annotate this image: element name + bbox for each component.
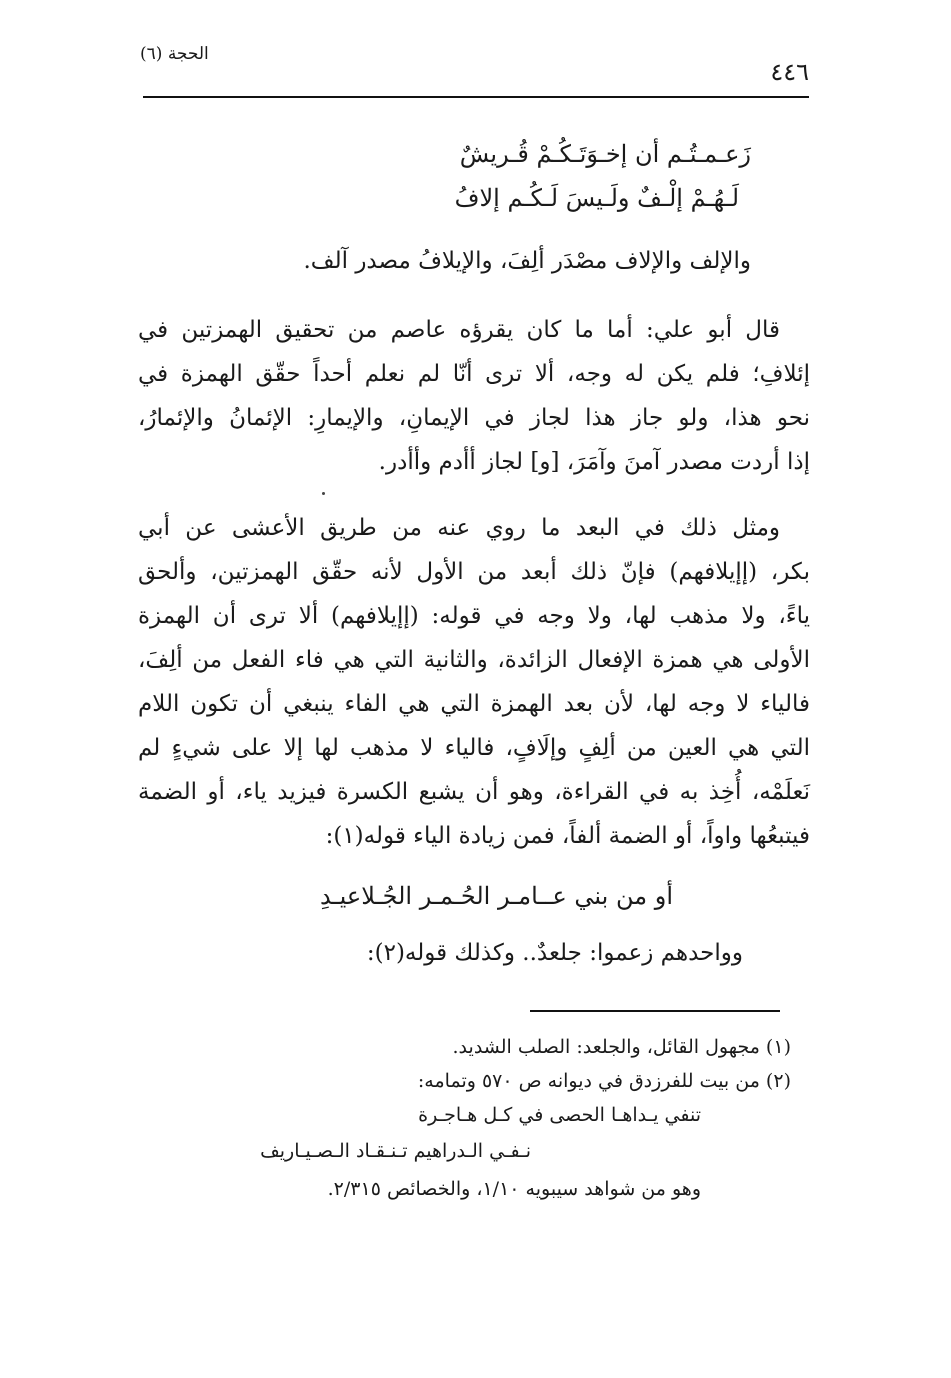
footnote-2-verse2: نـفـي الـدراهيم تـنـقـاد الـصـيـاريف — [260, 1140, 531, 1162]
page-number: ٤٤٦ — [770, 58, 809, 86]
abu-ali-line1: قال أبو علي: أما ما كان يقرؤه عاصم من تحقيق الهمزتين في — [138, 317, 780, 343]
mithl-line4: الأولى هي همزة الإفعال الزائدة، والثانية التي هي فاء الفعل من ألِفَ، — [138, 647, 810, 673]
mithl-line8: فيتبعُها واواً، أو الضمة ألفاً، فمن زيادة الياء قوله(١): — [325, 823, 810, 849]
mithl-line7: نَعلَمْه، أُخِذ به في القراءة، وهو أن يشبع الكسرة فيزيد ياء، أو الضمة — [138, 779, 810, 805]
header-rule — [143, 96, 809, 98]
footnote-rule — [530, 1010, 780, 1012]
paragraph-abu-ali — [138, 308, 810, 484]
mithl-line1: ومثل ذلك في البعد ما روي عنه من طريق الأعشى عن أبي — [138, 515, 780, 541]
abu-ali-line3: نحو هذا، ولو جاز هذا لجاز في الإيمانِ، والإيمارِ: الإئمانُ والإئمارُ، — [138, 405, 811, 431]
paragraph-mithl — [138, 506, 810, 858]
footnote-2: (٢) من بيت للفرزدق في ديوانه ص ٥٧٠ وتمامه: — [417, 1070, 791, 1092]
paragraph-wahid: وواحدهم زعموا: جلعدٌ.. وكذلك قوله(٢): — [366, 940, 743, 966]
footnote-2-source: وهو من شواهد سيبويه ١/١٠، والخصائص ٢/٣١٥. — [327, 1178, 701, 1200]
mithl-line2: بكر، (إإيلافهم) فإنّ ذلك أبعد من الأول لأنه حقّق الهمزتين، وألحق — [138, 559, 810, 585]
mithl-line3: ياءً، ولا مذهب لها، ولا وجه في قوله: (إإيلافهم) ألا ترى أن الهمزة — [138, 603, 810, 629]
verse1-line2: لَـهُـمْ إلْـفٌ ولَـيسَ لَـكُـم إلافُ — [454, 184, 739, 212]
footnote-2-verse1: تنفي يـداهـا الحصى في كـل هـاجـرة — [418, 1104, 701, 1126]
abu-ali-line2: إئلافِ؛ فلم يكن له وجه، ألا ترى أنّا لم نعلم أحداً حقّق الهمزة في — [138, 361, 810, 387]
verse2: أو من بني عــامـر الحُـمـر الجُـلاعيـدِ — [320, 882, 673, 910]
footnote-1: (١) مجهول القائل، والجلعد: الصلب الشديد. — [452, 1036, 791, 1058]
abu-ali-line4: إذا أردت مصدر آمنَ وآمَرَ، [و] لجاز أأدم وأأدر. — [378, 449, 810, 475]
verse1-line1: زَعـمـتُـم أن إخـوَتَـكُـمْ قُـريشٌ — [459, 140, 751, 168]
paragraph-alf: والإلف والإلاف مصْدَر ألِفَ، والإيلافُ مصدر آلف. — [303, 248, 751, 274]
running-head-text: الحجة (٦) — [140, 44, 209, 64]
scan-speck — [322, 492, 325, 495]
mithl-line6: التي هي العين من ألِفٍ وإلَافٍ، فالياء لا مذهب لها إلا على شيءٍ لم — [138, 735, 810, 761]
mithl-line5: فالياء لا وجه لها، لأن بعد الهمزة التي هي الفاء ينبغي أن تكون اللام — [138, 691, 810, 717]
